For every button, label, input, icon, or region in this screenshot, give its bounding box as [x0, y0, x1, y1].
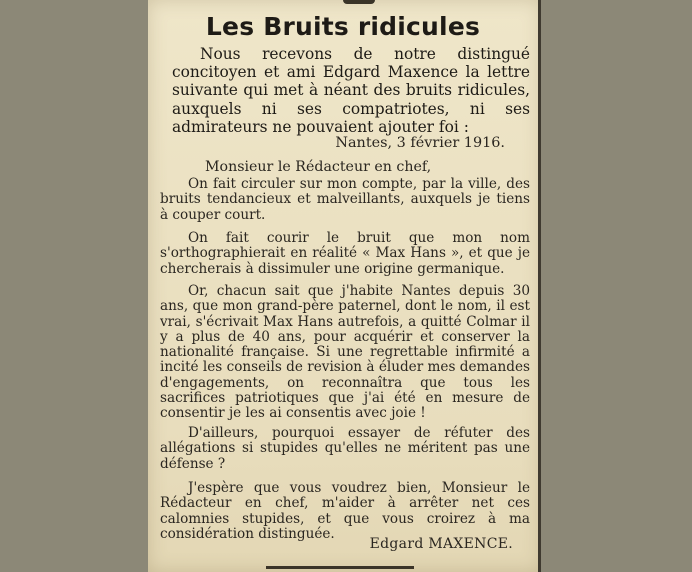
letter-salutation: Monsieur le Rédacteur en chef,: [205, 159, 432, 175]
newspaper-clipping: [148, 0, 541, 572]
letter-signature: Edgard MAXENCE.: [369, 536, 513, 552]
top-decoration: [343, 0, 375, 4]
letter-paragraph: On fait courir le bruit que mon nom s'orthographierait en réalité « Max Hans », et que je chercherais à dissimuler une origine germanique.: [160, 230, 530, 277]
article-intro: Nous recevons de notre distingué concitoyen et ami Edgard Maxence la lettre suivante qui met à néant des bruits ridicules, auxquels ni ses compatriotes, ni ses admirateurs ne pouvaient ajouter foi :: [172, 45, 530, 136]
letter-paragraph: D'ailleurs, pourquoi essayer de réfuter des allégations si stupides qu'elles ne méritent pas une défense ?: [160, 425, 530, 472]
letter-paragraph: J'espère que vous voudrez bien, Monsieur le Rédacteur en chef, m'aider à arrêter net ces calomnies stupides, et que vous croirez à ma considération distinguée.: [160, 480, 530, 542]
letter-paragraph: On fait circuler sur mon compte, par la ville, des bruits tendancieux et malveillants, auxquels je tiens à couper court.: [160, 176, 530, 223]
letter-date: Nantes, 3 février 1916.: [335, 135, 505, 151]
article-headline: Les Bruits ridicules: [205, 12, 481, 41]
bottom-divider: [266, 566, 414, 569]
column-rule: [538, 0, 541, 572]
letter-paragraph: Or, chacun sait que j'habite Nantes depuis 30 ans, que mon grand-père paternel, dont le nom, il est vrai, s'écrivait Max Hans autrefois, a quitté Colmar il y a plus de 40 ans, pour acquérir et conserver la nationalité française. Si une regrettable infirmité a incité les conseils de revision à éluder mes demandes d'engagements, on reconnaîtra que tous les sacrifices patriotiques que j'ai été en mesure de consentir je les ai consentis avec joie !: [160, 283, 530, 422]
